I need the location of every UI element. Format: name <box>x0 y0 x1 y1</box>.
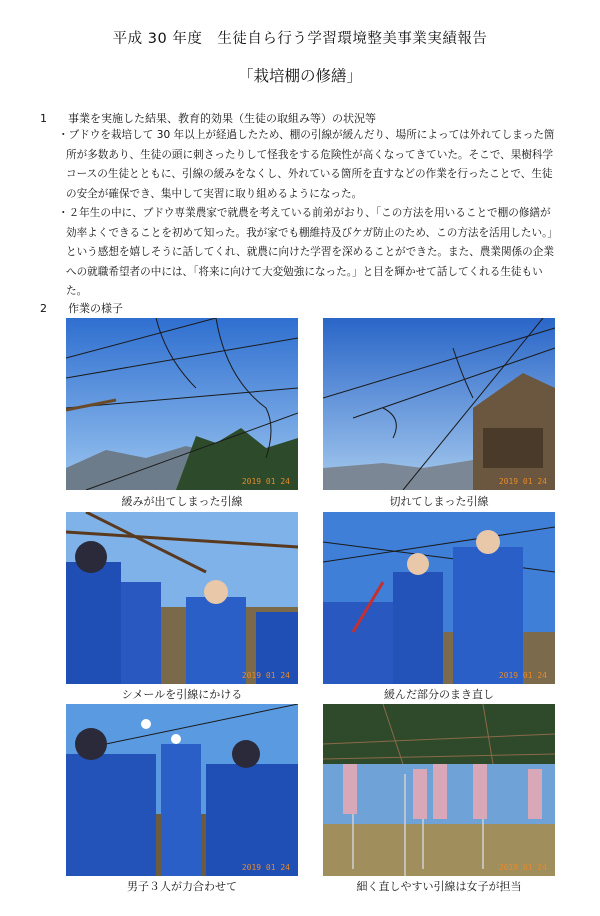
photo-broken-wires <box>323 318 555 490</box>
photo-date-stamp: 2019 01 24 <box>241 671 290 680</box>
section-2-heading <box>40 300 123 316</box>
photo-date-stamp: 2019 01 24 <box>241 477 290 486</box>
caption-broken-wires: 切れてしまった引線 <box>389 495 489 508</box>
section-2-number: 2 <box>40 302 47 315</box>
photo-girls-fine-wires <box>323 704 555 876</box>
caption-girls-fine-wires: 細く直しやすい引線は女子が担当 <box>356 880 522 893</box>
caption-three-boys: 男子３人が力合わせて <box>127 880 237 893</box>
photo-rewinding <box>323 512 555 684</box>
photo-hooking-tool <box>66 512 298 684</box>
section-1-title: 事業を実施した結果、教育的効果（生徒の取組み等）の状況等 <box>68 112 376 125</box>
caption-loose-wires: 緩みが出てしまった引線 <box>121 495 243 508</box>
page-subtitle: 「栽培棚の修繕」 <box>237 67 362 85</box>
page-title: 平成 30 年度 生徒自ら行う学習環境整美事業実績報告 <box>112 31 488 47</box>
photo-date-stamp: 2019 01 24 <box>498 671 547 680</box>
section-2-title: 作業の様子 <box>68 302 123 315</box>
section-1-heading <box>40 110 376 126</box>
photo-date-stamp: 2019 01 24 <box>498 477 547 486</box>
caption-hooking-tool: シメールを引線にかける <box>121 688 243 701</box>
section-1-number: 1 <box>40 112 47 125</box>
section-1-paragraph-2: ・２年生の中に、ブドウ専業農家で就農を考えている前弟がおり、「この方法を用いることで棚の修繕が効率よくできることを初めて知った。我が家でも棚維持及びケガ防止のため、この方法を活用したい。」という感想を嬉しそうに話してくれ、就農に向けた学習を深めることができた。また、農業関係の企業への就職希望者の中には、「将来に向けて大変勉強になった。」と目を輝かせて話してくれる生徒もいた。 <box>58 207 558 297</box>
photo-loose-wires <box>66 318 298 490</box>
caption-rewinding: 緩んだ部分のまき直し <box>384 688 494 701</box>
photo-date-stamp: 2019 01 24 <box>498 863 547 872</box>
photo-three-boys <box>66 704 298 876</box>
section-1-paragraph-1: ・ブドウを栽培して 30 年以上が経過したため、棚の引線が緩んだり、場所によっては外れてしまった箇所が多数あり、生徒の頭に刺さったりして怪我をする危険性が高くなってきていた。そこで、果樹科学コースの生徒とともに、引線の緩みをなくし、外れている箇所を直すなどの作業を行ったことで、生徒の安全が確保でき、集中して実習に取り組めるようになった。 <box>58 129 555 200</box>
photo-date-stamp: 2019 01 24 <box>241 863 290 872</box>
